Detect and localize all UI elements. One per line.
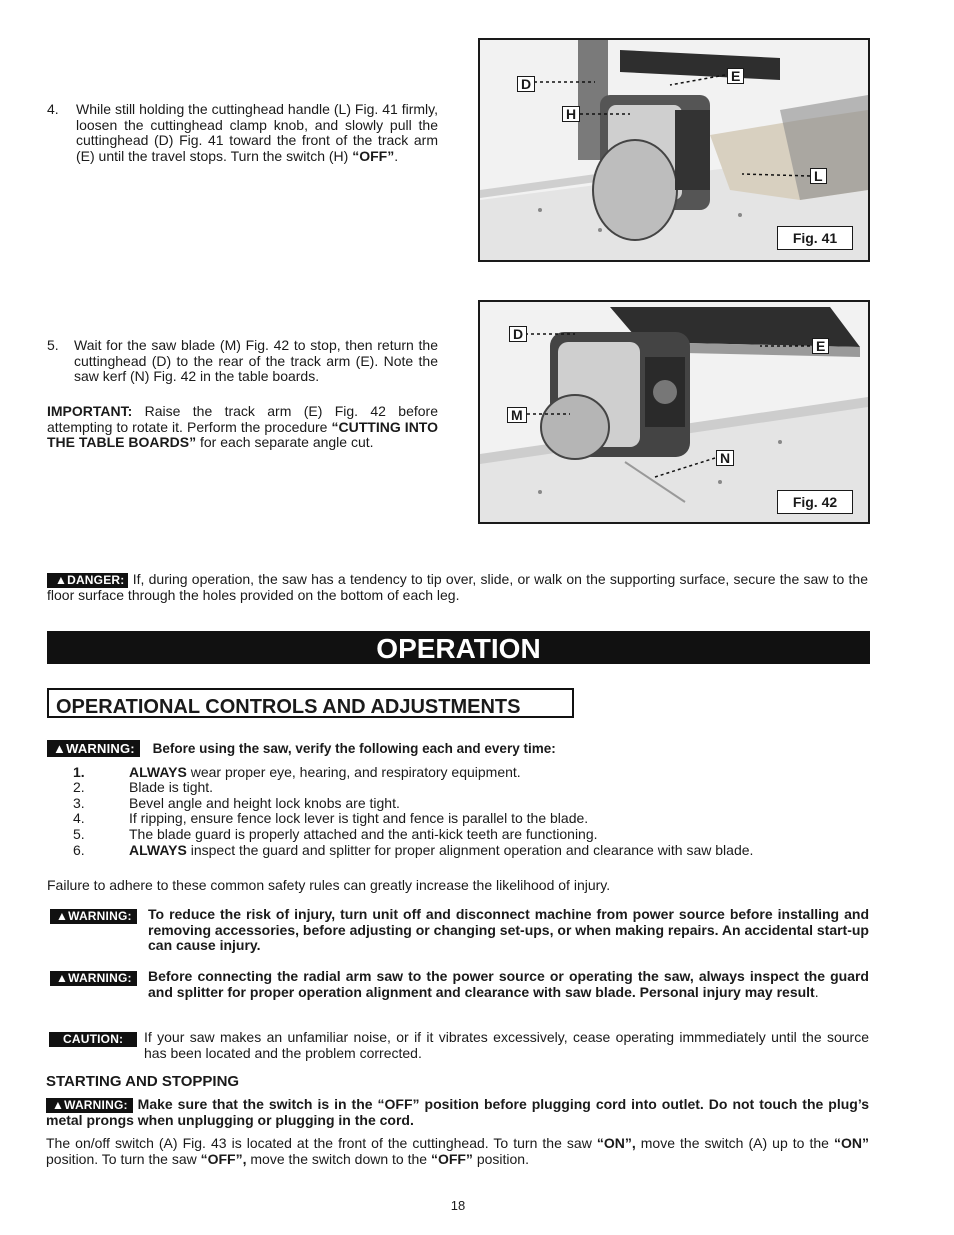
caution-text: If your saw makes an unfamiliar noise, or if it vibrates excessively, cease operating immmediately until the source has been located and the problem corrected. xyxy=(144,1029,869,1061)
callout-h: H xyxy=(562,106,580,122)
figure-41 xyxy=(478,38,870,262)
danger-tag: ▲DANGER: xyxy=(47,573,128,588)
radial-arm-saw-illustration xyxy=(480,302,868,522)
step-4-number: 4. xyxy=(47,101,59,117)
important-note: IMPORTANT: Raise the track arm (E) Fig. 42 before attempting to rotate it. Perform the procedure “CUTTING INTO THE TABLE BOARDS” for each separate angle cut. xyxy=(47,403,438,450)
warning-tag: ▲WARNING: xyxy=(46,1098,133,1113)
warning-1-text: Before using the saw, verify the following each and every time: xyxy=(152,741,556,756)
page-number: 18 xyxy=(450,1198,466,1213)
important-label: IMPORTANT: xyxy=(47,403,133,419)
callout-d: D xyxy=(509,326,527,342)
page-title: OPERATION xyxy=(47,631,870,664)
section-heading: OPERATIONAL CONTROLS AND ADJUSTMENTS xyxy=(47,688,574,718)
warning-4 xyxy=(46,1097,869,1129)
caution-tag-wrap xyxy=(49,1030,137,1047)
callout-l: L xyxy=(810,168,827,184)
callout-d: D xyxy=(517,76,535,92)
warning-3-text: Before connecting the radial arm saw to the power source or operating the saw, always inspect the guard and splitter for proper operation alignment and clearance with saw blade. Personal injury may result. xyxy=(148,968,869,1000)
callout-e: E xyxy=(812,338,829,354)
step-5-number: 5. xyxy=(47,337,59,353)
danger-text: If, during operation, the saw has a tendency to tip over, slide, or walk on the supporting surface, secure the saw to the floor surface through the holes provided on the bottom of each leg. xyxy=(47,571,868,603)
step-4: 4. While still holding the cuttinghead handle (L) Fig. 41 firmly, loosen the cuttinghead clamp knob, and slowly pull the cuttinghead (D) Fig. 41 toward the front of the track arm (E) until the travel stops. Turn the switch (H) “OFF”. xyxy=(47,101,438,164)
failure-note: Failure to adhere to these common safety rules can greatly increase the likelihood of injury. xyxy=(47,877,611,893)
figure-41-caption: Fig. 41 xyxy=(777,226,853,250)
step-4-text: While still holding the cuttinghead handle (L) Fig. 41 firmly, loosen the cuttinghead clamp knob, and slowly pull the cuttinghead (D) Fig. 41 toward the front of the track arm (E) until the travel stops. Turn the switch (H) xyxy=(76,101,438,164)
callout-m: M xyxy=(507,407,527,423)
caution-tag: CAUTION: xyxy=(49,1032,137,1047)
warning-tag: ▲WARNING: xyxy=(50,971,137,986)
step-5 xyxy=(47,338,438,385)
warning-2-text: To reduce the risk of injury, turn unit off and disconnect machine from power source before installing and removing accessories, before adjusting or changing set-ups, or when making repairs. An accidental start-up can cause injury. xyxy=(148,906,869,953)
danger-note xyxy=(47,572,868,604)
starting-stopping-heading: STARTING AND STOPPING xyxy=(46,1073,240,1090)
step-5-text: Wait for the saw blade (M) Fig. 42 to stop, then return the cuttinghead (D) to the rear of the track arm (E). Note the saw kerf (N) Fig. 42 in the table boards. xyxy=(74,337,438,384)
callout-e: E xyxy=(727,68,744,84)
callout-n: N xyxy=(716,450,734,466)
figure-42-caption: Fig. 42 xyxy=(777,490,853,514)
step-4-off: “OFF” xyxy=(352,147,395,164)
warning-4-text: Make sure that the switch is in the “OFF” position before plugging cord into outlet. Do not touch the plug’s metal prongs when unplugging or plugging in the cord. xyxy=(46,1096,869,1128)
warning-3-tag-wrap xyxy=(50,969,137,986)
warning-1 xyxy=(47,740,868,757)
warning-2-tag-wrap xyxy=(50,907,137,924)
warning-tag: ▲WARNING: xyxy=(47,740,140,757)
warning-tag: ▲WARNING: xyxy=(50,909,137,924)
figure-42 xyxy=(478,300,870,524)
switch-paragraph: The on/off switch (A) Fig. 43 is located at the front of the cuttinghead. To turn the saw “ON”, move the switch (A) up to the “ON” position. To turn the saw “OFF”, move the switch down to the “OFF” position. xyxy=(46,1135,869,1167)
